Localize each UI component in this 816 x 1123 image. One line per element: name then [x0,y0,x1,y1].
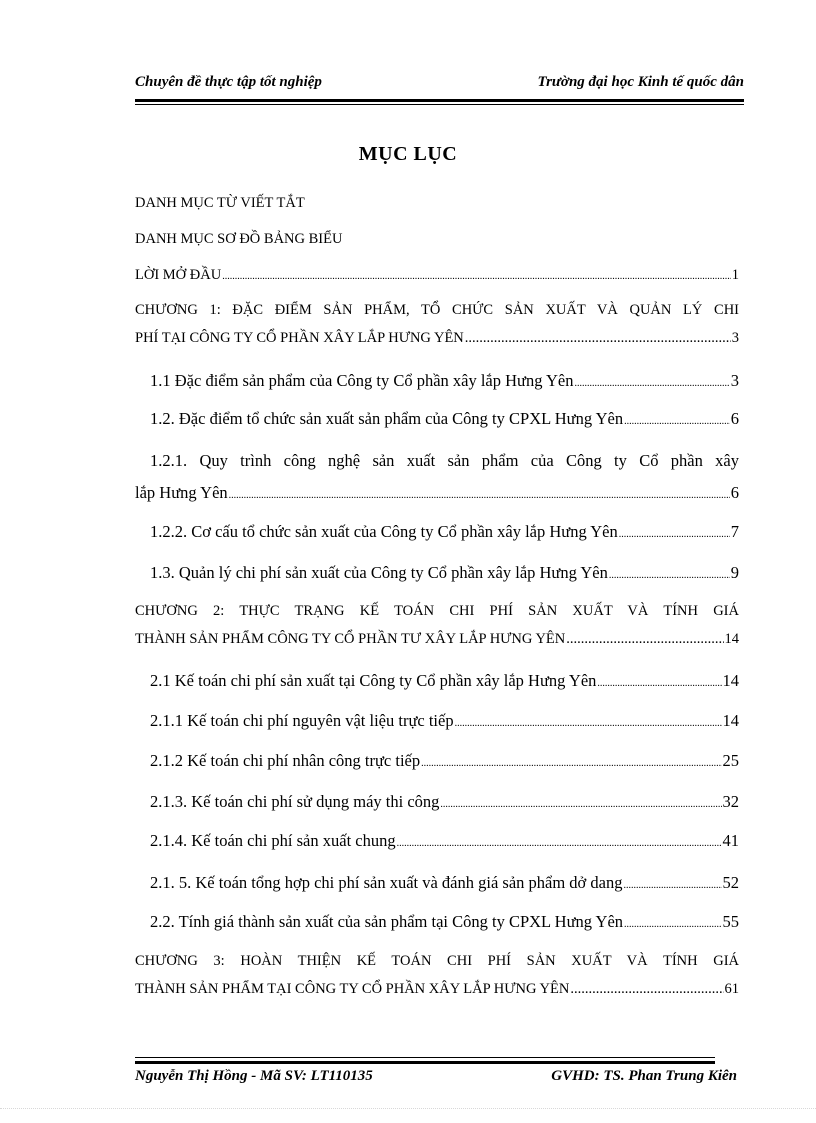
toc-entry-label: 2.2. Tính giá thành sản xuất của sản phẩm tại Công ty CPXL Hưng Yên [150,912,624,931]
toc-page-number: 41 [722,831,739,850]
toc-section-2-1-5[interactable] [150,873,739,896]
toc-entry-label: 2.1.4. Kế toán chi phí sản xuất chung [150,831,396,850]
toc-page-number: 14 [722,671,739,690]
toc-chapter-2[interactable] [135,601,739,649]
toc-section-2-1-4[interactable] [150,831,739,854]
toc-section-2-1[interactable] [150,671,739,694]
footer-student: Nguyễn Thị Hồng - Mã SV: LT110135 [135,1068,373,1084]
toc-page-number: 61 [724,981,739,997]
toc-abbreviations[interactable] [135,193,739,213]
toc-leader [397,834,722,854]
toc-leader [455,714,722,734]
toc-page-number: 1 [731,267,739,283]
toc-leader [619,525,730,545]
toc-leader [570,979,723,999]
toc-section-1-2[interactable] [150,409,739,432]
toc-leader [609,566,730,586]
toc-page-number: 55 [722,912,739,931]
toc-page-number: 3 [731,330,739,346]
toc-leader [465,328,731,348]
toc-leader [421,754,721,774]
toc-entry-label-line2: lắp Hưng Yên [135,483,228,502]
toc-entry-label: DANH MỤC TỪ VIẾT TẮT [135,195,305,211]
toc-entry-label: 2.1.2 Kế toán chi phí nhân công trực tiếp [150,751,421,770]
page-bottom-border [0,1108,816,1109]
toc-entry-label: 1.3. Quản lý chi phí sản xuất của Công ty Cổ phần xây lắp Hưng Yên [150,563,608,582]
footer-rule-thin [135,1057,715,1058]
toc-page-number: 7 [730,522,739,541]
header-rule-thick [135,99,744,102]
toc-page-number: 3 [730,371,739,390]
toc-page-number: 6 [730,483,739,502]
toc-section-2-1-3[interactable] [150,792,739,815]
toc-leader [566,629,723,649]
toc-leader [624,412,730,432]
toc-entry-label-line2: THÀNH SẢN PHẨM TẠI CÔNG TY CỔ PHẦN XÂY LẮP HƯNG YÊN [135,981,570,997]
toc-entry-label-line1: CHƯƠNG 3: HOÀN THIỆN KẾ TOÁN CHI PHÍ SẢN XUẤT VÀ TÍNH GIÁ [135,953,739,969]
toc-leader [624,915,721,935]
toc-entry-label-line1: CHƯƠNG 1: ĐẶC ĐIỂM SẢN PHẨM, TỔ CHỨC SẢN XUẤT VÀ QUẢN LÝ CHI [135,302,739,318]
toc-entry-label: 1.1 Đặc điểm sản phẩm của Công ty Cổ phần xây lắp Hưng Yên [150,371,574,390]
toc-section-2-2[interactable] [150,912,739,935]
toc-entry-label: 2.1. 5. Kế toán tổng hợp chi phí sản xuất và đánh giá sản phẩm dở dang [150,873,623,892]
toc-entry-label: LỜI MỞ ĐẦU [135,267,222,283]
toc-leader [440,795,721,815]
toc-section-1-1[interactable] [150,371,739,394]
toc-page-number: 9 [730,563,739,582]
toc-section-1-3[interactable] [150,563,739,586]
toc-entry-label: 2.1.1 Kế toán chi phí nguyên vật liệu trực tiếp [150,711,454,730]
header-rule-thin [135,104,744,105]
header-course-title: Chuyên đề thực tập tốt nghiệp [135,74,322,90]
toc-entry-label: 1.2. Đặc điểm tổ chức sản xuất sản phẩm của Công ty CPXL Hưng Yên [150,409,624,428]
toc-leader [575,374,730,394]
toc-page-number: 14 [724,631,739,647]
footer-supervisor: GVHD: TS. Phan Trung Kiên [551,1068,737,1084]
toc-entry-label: 2.1.3. Kế toán chi phí sử dụng máy thi công [150,792,440,811]
toc-section-1-2-1[interactable] [135,451,739,506]
toc-section-2-1-2[interactable] [150,751,739,774]
toc-section-1-2-2[interactable] [150,522,739,545]
toc-page-number: 32 [722,792,739,811]
toc-entry-label-line1: 1.2.1. Quy trình công nghệ sản xuất sản phẩm của Công ty Cổ phần xây [150,451,739,470]
toc-page-number: 52 [722,873,739,892]
toc-entry-label-line1: CHƯƠNG 2: THỰC TRẠNG KẾ TOÁN CHI PHÍ SẢN XUẤT VÀ TÍNH GIÁ [135,603,739,619]
toc-introduction[interactable] [135,265,739,287]
toc-figures-list[interactable] [135,229,739,249]
page-header [135,74,744,96]
toc-entry-label: DANH MỤC SƠ ĐỒ BẢNG BIỂU [135,231,343,247]
toc-entry-label: 1.2.2. Cơ cấu tổ chức sản xuất của Công ty Cổ phần xây lắp Hưng Yên [150,522,618,541]
toc-chapter-3[interactable] [135,951,739,999]
toc-entry-label: 2.1 Kế toán chi phí sản xuất tại Công ty Cổ phần xây lắp Hưng Yên [150,671,597,690]
page-title: MỤC LỤC [358,143,458,165]
toc-entry-label-line2: PHÍ TẠI CÔNG TY CỔ PHẦN XÂY LẮP HƯNG YÊN [135,330,464,346]
toc-leader [623,876,721,896]
toc-entry-label-line2: THÀNH SẢN PHẨM CÔNG TY CỔ PHẦN TƯ XÂY LẮP HƯNG YÊN [135,631,566,647]
toc-section-2-1-1[interactable] [150,711,739,734]
toc-leader [222,267,731,287]
footer-rule-thick [135,1061,715,1064]
toc-page-number: 6 [730,409,739,428]
toc-page-number: 25 [722,751,739,770]
toc-leader [597,674,721,694]
toc-page-number: 14 [722,711,739,730]
toc-chapter-1[interactable] [135,300,739,348]
header-university: Trường đại học Kinh tế quốc dân [537,74,744,90]
toc-leader [229,486,730,506]
